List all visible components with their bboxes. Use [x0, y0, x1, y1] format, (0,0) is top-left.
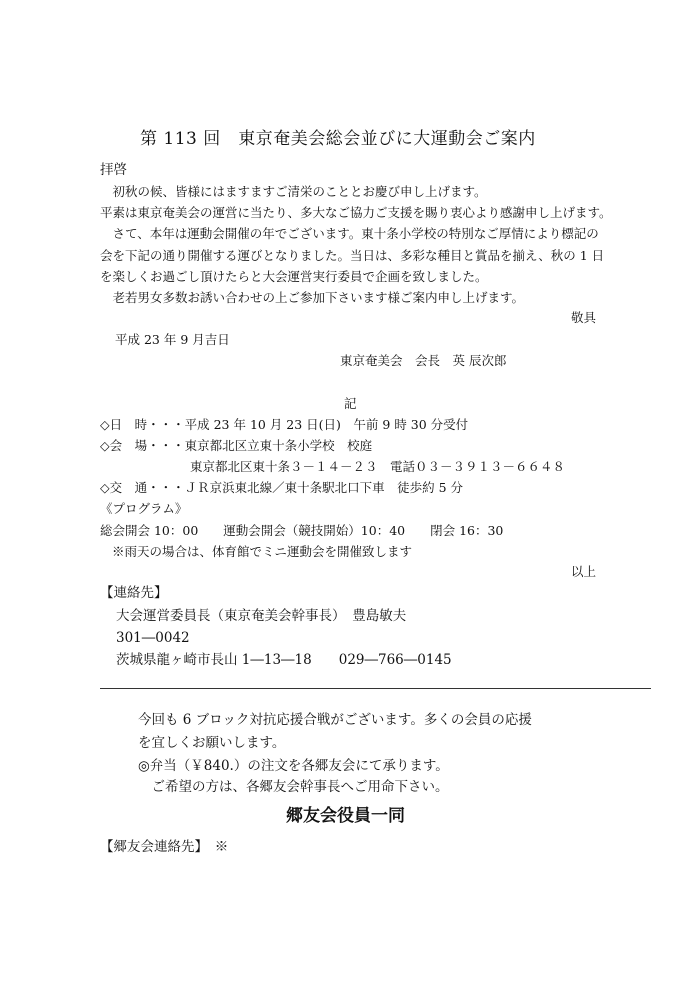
- divider-line: [100, 688, 651, 689]
- issue-date: 平成 23 年 9 月吉日: [115, 332, 230, 347]
- ki-heading: 記: [344, 396, 357, 411]
- kyoyu-contact-heading: 【郷友会連絡先】 ※: [100, 839, 229, 855]
- notice-line: 今回も 6 ブロック対抗応援合戦がございます。多くの会員の応援: [138, 712, 532, 728]
- paragraph-line: 初秋の候、皆様にはますますご清栄のこととお慶び申し上げます。: [100, 184, 487, 199]
- detail-access: ◇交 通・・・ＪＲ京浜東北線／東十条駅北口下車 徒歩約 5 分: [100, 480, 464, 495]
- contact-heading: 【連絡先】: [100, 585, 168, 601]
- paragraph-line: を楽しくお過ごし頂けたらと大会運営実行委員で企画を致しました。: [100, 269, 488, 284]
- program-schedule: 総会開会 10：00 運動会開会（競技開始）10：40 閉会 16：30: [100, 523, 504, 538]
- salutation: 拝啓: [100, 162, 127, 178]
- paragraph-line: 会を下記の通り開催する運びとなりました。当日は、多彩な種目と賞品を揃え、秋の 1 日: [100, 248, 605, 263]
- paragraph-line: 平素は東京奄美会の運営に当たり、多大なご協力ご支援を賜り衷心より感謝申し上げます。: [100, 205, 612, 220]
- end-mark: 以上: [571, 564, 597, 579]
- notice-line: ご希望の方は、各郷友会幹事長へご用命下さい。: [138, 779, 449, 795]
- rain-note: ※雨天の場合は、体育館でミニ運動会を開催致します: [112, 544, 413, 559]
- document-title: 第 113 回 東京奄美会総会並びに大運動会ご案内: [140, 129, 536, 149]
- paragraph-line: さて、本年は運動会開催の年でございます。東十条小学校の特別なご厚情により標記の: [100, 226, 599, 241]
- program-heading: 《プログラム》: [100, 501, 188, 516]
- notice-line: を宜しくお願いします。: [138, 735, 286, 751]
- detail-venue: ◇会 場・・・東京都北区立東十条小学校 校庭: [100, 438, 373, 453]
- detail-address: 東京都北区東十条３－１４－２３ 電話０３－３９１３－６６４８: [190, 459, 566, 474]
- closing-keigu: 敬具: [571, 310, 597, 325]
- paragraph-line: 老若男女多数お誘い合わせの上ご参加下さいます様ご案内申し上げます。: [100, 290, 525, 305]
- sender-name: 東京奄美会 会長 英 辰次郎: [340, 353, 507, 368]
- signature: 郷友会役員一同: [286, 806, 405, 826]
- notice-line: ◎弁当（￥840.）の注文を各郷友会にて承ります。: [138, 758, 449, 774]
- detail-datetime: ◇日 時・・・平成 23 年 10 月 23 日(日) 午前 9 時 30 分受付: [100, 417, 469, 432]
- contact-person: 大会運営委員長（東京奄美会幹事長） 豊島敏夫: [116, 608, 407, 624]
- contact-address-phone: 茨城県龍ヶ崎市長山 1―13―18 029―766―0145: [116, 652, 452, 668]
- contact-postal: 301―0042: [116, 630, 190, 646]
